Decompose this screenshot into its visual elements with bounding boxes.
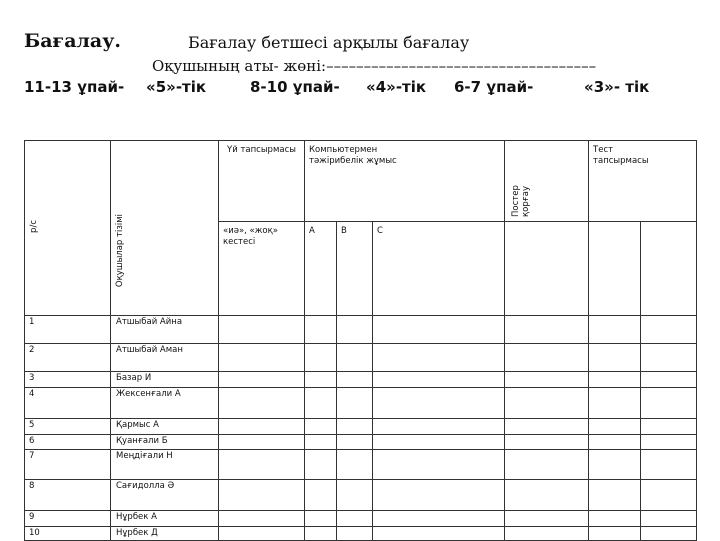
row-number: 10: [25, 527, 111, 541]
table-header-row: [25, 141, 697, 222]
student-name: Нұрбек Д: [111, 527, 219, 541]
score-cell[interactable]: [305, 316, 337, 344]
grading-scale: [0, 78, 720, 102]
score-cell[interactable]: [219, 435, 305, 450]
score-cell[interactable]: [373, 372, 505, 388]
score-cell[interactable]: [589, 450, 641, 480]
student-name: Сағидолла Ә: [111, 480, 219, 511]
row-number: 1: [25, 316, 111, 344]
score-cell[interactable]: [505, 435, 589, 450]
table-row: [25, 344, 697, 372]
student-name: Базар И: [111, 372, 219, 388]
score-cell[interactable]: [505, 344, 589, 372]
score-cell[interactable]: [305, 480, 337, 511]
score-cell[interactable]: [641, 316, 697, 344]
score-cell[interactable]: [305, 511, 337, 527]
score-cell[interactable]: [641, 419, 697, 435]
score-cell[interactable]: [219, 511, 305, 527]
score-cell[interactable]: [505, 419, 589, 435]
header-homework: Үй тапсырмасы: [219, 141, 305, 222]
row-number: 4: [25, 388, 111, 419]
row-number: 9: [25, 511, 111, 527]
row-number: 8: [25, 480, 111, 511]
grade-range-4: 8-10 ұпай-: [250, 78, 340, 96]
score-cell[interactable]: [337, 388, 373, 419]
score-cell[interactable]: [641, 511, 697, 527]
grade-mark-5: «5»-тік: [146, 78, 207, 96]
score-cell[interactable]: [219, 450, 305, 480]
score-cell[interactable]: [373, 511, 505, 527]
table-row: [25, 450, 697, 480]
table-row: [25, 527, 697, 541]
score-cell[interactable]: [505, 450, 589, 480]
score-cell[interactable]: [373, 450, 505, 480]
table-row: [25, 435, 697, 450]
student-name: Жексенғали А: [111, 388, 219, 419]
score-cell[interactable]: [337, 450, 373, 480]
score-cell[interactable]: [589, 372, 641, 388]
row-number: 5: [25, 419, 111, 435]
row-number: 2: [25, 344, 111, 372]
table-row: [25, 511, 697, 527]
student-name: Атшыбай Аман: [111, 344, 219, 372]
student-name: Қуанғали Б: [111, 435, 219, 450]
score-cell[interactable]: [373, 435, 505, 450]
score-cell[interactable]: [589, 511, 641, 527]
assessment-table: [24, 140, 697, 541]
score-cell[interactable]: [305, 344, 337, 372]
score-cell[interactable]: [219, 316, 305, 344]
student-name: Нұрбек А: [111, 511, 219, 527]
score-cell[interactable]: [589, 527, 641, 541]
score-cell[interactable]: [219, 372, 305, 388]
score-cell[interactable]: [373, 419, 505, 435]
score-cell[interactable]: [337, 344, 373, 372]
score-cell[interactable]: [373, 480, 505, 511]
subheader-a: А: [305, 222, 337, 316]
score-cell[interactable]: [505, 511, 589, 527]
subheader-c: С: [373, 222, 505, 316]
score-cell[interactable]: [305, 419, 337, 435]
page-subtitle: Бағалау бетшесі арқылы бағалау: [188, 33, 470, 52]
table-row: [25, 419, 697, 435]
score-cell[interactable]: [641, 450, 697, 480]
score-cell[interactable]: [305, 372, 337, 388]
score-cell[interactable]: [337, 419, 373, 435]
score-cell[interactable]: [589, 419, 641, 435]
score-cell[interactable]: [505, 388, 589, 419]
grade-mark-4: «4»-тік: [366, 78, 427, 96]
score-cell[interactable]: [589, 480, 641, 511]
score-cell[interactable]: [641, 372, 697, 388]
score-cell[interactable]: [337, 372, 373, 388]
grade-range-5: 11-13 ұпай-: [24, 78, 125, 96]
subheader-b: В: [337, 222, 373, 316]
student-name: Атшыбай Айна: [111, 316, 219, 344]
grade-mark-3: «3»- тік: [584, 78, 650, 96]
score-cell[interactable]: [337, 511, 373, 527]
header-computer-work: Компьютермен тәжірибелік жұмыс: [305, 141, 505, 222]
score-cell[interactable]: [305, 435, 337, 450]
student-name: Меңдіғали Н: [111, 450, 219, 480]
score-cell[interactable]: [641, 435, 697, 450]
grade-range-3: 6-7 ұпай-: [454, 78, 534, 96]
subheader-test-1: [589, 222, 641, 316]
header-test: Тест тапсырмасы: [589, 141, 697, 222]
score-cell[interactable]: [505, 316, 589, 344]
score-cell[interactable]: [641, 527, 697, 541]
student-name: Қармыс А: [111, 419, 219, 435]
table-row: [25, 372, 697, 388]
subheader-homework: «иә», «жоқ» кестесі: [219, 222, 305, 316]
header-poster: Постер қорғау: [505, 141, 589, 222]
subheader-test-2: [641, 222, 697, 316]
score-cell[interactable]: [589, 344, 641, 372]
score-cell[interactable]: [589, 435, 641, 450]
score-cell[interactable]: [219, 344, 305, 372]
table-row: [25, 316, 697, 344]
row-number: 7: [25, 450, 111, 480]
score-cell[interactable]: [219, 419, 305, 435]
score-cell[interactable]: [505, 372, 589, 388]
score-cell[interactable]: [505, 527, 589, 541]
row-number: 3: [25, 372, 111, 388]
score-cell[interactable]: [305, 450, 337, 480]
score-cell[interactable]: [641, 344, 697, 372]
score-cell[interactable]: [219, 388, 305, 419]
score-cell[interactable]: [641, 388, 697, 419]
score-cell[interactable]: [373, 344, 505, 372]
score-cell[interactable]: [373, 527, 505, 541]
header-student-list: Оқушылар тізімі: [111, 141, 219, 316]
score-cell[interactable]: [505, 480, 589, 511]
page-title: Бағалау.: [24, 30, 121, 52]
score-cell[interactable]: [219, 480, 305, 511]
row-number: 6: [25, 435, 111, 450]
score-cell[interactable]: [337, 316, 373, 344]
header-num: р/с: [25, 141, 111, 316]
table-row: [25, 388, 697, 419]
subheader-poster: [505, 222, 589, 316]
score-cell[interactable]: [589, 388, 641, 419]
score-cell[interactable]: [589, 316, 641, 344]
score-cell[interactable]: [305, 527, 337, 541]
table-row: [25, 480, 697, 511]
student-name-line: Оқушының аты- жөні:––––––––––––––––––––––––––––––––––––: [152, 57, 597, 75]
score-cell[interactable]: [373, 388, 505, 419]
score-cell[interactable]: [219, 527, 305, 541]
score-cell[interactable]: [373, 316, 505, 344]
score-cell[interactable]: [305, 388, 337, 419]
score-cell[interactable]: [641, 480, 697, 511]
score-cell[interactable]: [337, 435, 373, 450]
score-cell[interactable]: [337, 527, 373, 541]
score-cell[interactable]: [337, 480, 373, 511]
